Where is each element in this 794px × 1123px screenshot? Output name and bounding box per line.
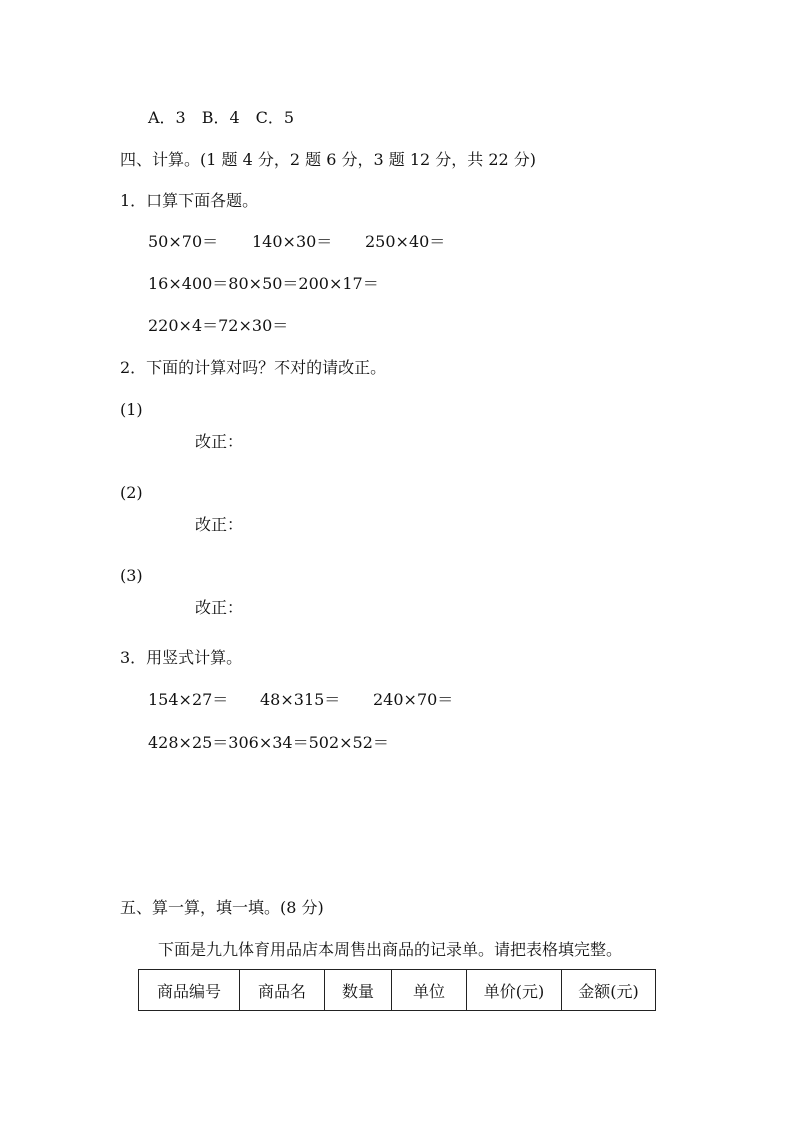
sales-record-table-header (138, 969, 656, 1011)
question-2-title: 2．下面的计算对吗？不对的请改正。 (120, 358, 387, 377)
table-header-cell: 单价(元) (467, 970, 562, 1010)
mental-math-item: 140×30＝ (252, 232, 333, 251)
vertical-calc-item: 154×27＝ (148, 690, 229, 709)
vertical-calc-item: 240×70＝ (373, 690, 454, 709)
mental-math-row: 16×400＝80×50＝200×17＝ (148, 274, 379, 293)
multiple-choice-options: A．3 B．4 C．5 (148, 108, 295, 127)
check-item-label: (1) (120, 400, 143, 419)
mental-math-row: 220×4＝72×30＝ (148, 316, 289, 335)
table-header-cell: 数量 (325, 970, 392, 1010)
section-4-heading: 四、计算。(1 题 4 分，2 题 6 分，3 题 12 分，共 22 分) (120, 150, 537, 169)
correction-label: 改正： (195, 598, 244, 617)
vertical-calc-row: 428×25＝306×34＝502×52＝ (148, 733, 389, 752)
mental-math-item: 50×70＝ (148, 232, 219, 251)
table-header-cell: 金额(元) (578, 981, 639, 1001)
section-5-instruction: 下面是九九体育用品店本周售出商品的记录单。请把表格填完整。 (158, 940, 623, 959)
vertical-calc-item: 48×315＝ (260, 690, 341, 709)
table-header-cell: 单位 (392, 970, 467, 1010)
question-1-title: 1．口算下面各题。 (120, 191, 259, 210)
section-5-heading: 五、算一算，填一填。(8 分) (120, 898, 324, 917)
table-header-cell: 商品编号 (139, 970, 240, 1010)
table-header-cell: 商品名 (240, 970, 325, 1010)
check-item-label: (2) (120, 483, 143, 502)
correction-label: 改正： (195, 432, 244, 451)
correction-label: 改正： (195, 515, 244, 534)
mental-math-item: 250×40＝ (365, 232, 446, 251)
question-3-title: 3．用竖式计算。 (120, 648, 243, 667)
check-item-label: (3) (120, 566, 143, 585)
